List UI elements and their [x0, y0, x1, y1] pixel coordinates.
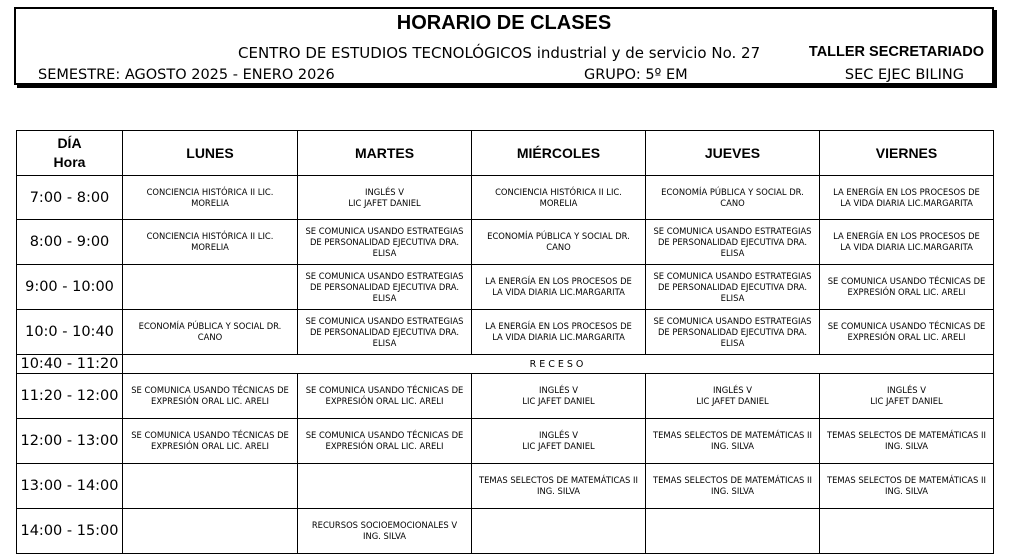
day-header-jueves: JUEVES: [646, 131, 820, 176]
class-cell-line: SE COMUNICA USANDO TÉCNICAS DE: [305, 385, 464, 395]
class-cell-line: CONCIENCIA HISTÓRICA II LIC.: [146, 186, 274, 197]
class-cell-line: INGLÉS V: [713, 385, 752, 395]
class-cell: [646, 419, 820, 464]
taller-label: TALLER SECRETARIADO: [808, 44, 984, 60]
class-cell: [298, 464, 472, 509]
class-cell-line: LIC JAFET DANIEL: [696, 396, 769, 406]
class-cell-line: LIC JAFET DANIEL: [870, 396, 943, 406]
class-cell-line: MORELIA: [191, 197, 229, 208]
class-cell: [123, 464, 298, 509]
class-cell: [123, 509, 298, 554]
class-cell-line: SE COMUNICA USANDO TÉCNICAS DE: [131, 430, 289, 440]
class-cell-line: MORELIA: [539, 197, 578, 208]
class-cell-line: ING. SILVA: [710, 486, 754, 496]
section-label: SEC EJEC BILING: [844, 67, 964, 83]
class-cell: [646, 464, 820, 509]
class-cell: [472, 176, 646, 220]
class-cell: [472, 265, 646, 310]
class-cell-line: LIC JAFET DANIEL: [522, 441, 595, 451]
table-row: [17, 176, 994, 220]
table-row: [17, 374, 994, 419]
class-cell: [298, 220, 472, 265]
class-cell-line: CANO: [197, 332, 223, 342]
class-cell: [123, 310, 298, 355]
class-cell: [820, 220, 994, 265]
class-cell-line: ECONOMÍA PÚBLICA Y SOCIAL DR.: [487, 231, 630, 241]
time-slot: 12:00 - 13:00: [17, 419, 123, 464]
class-cell: [472, 509, 646, 554]
class-cell-line: SE COMUNICA USANDO ESTRATEGIAS: [653, 225, 812, 236]
class-cell-line: LA ENERGÍA EN LOS PROCESOS DE: [833, 186, 980, 197]
time-slot: 14:00 - 15:00: [17, 509, 123, 554]
class-cell-line: SE COMUNICA USANDO ESTRATEGIAS: [305, 270, 464, 281]
class-cell-line: INGLÉS V: [365, 186, 404, 197]
schedule-table: [16, 130, 994, 554]
class-cell-line: CONCIENCIA HISTÓRICA II LIC.: [495, 186, 622, 197]
class-cell: [820, 374, 994, 419]
group-label: GRUPO: 5º EM: [584, 67, 688, 83]
class-cell-line: ELISA: [720, 247, 745, 258]
time-slot: 7:00 - 8:00: [17, 176, 123, 220]
class-cell-line: ING. SILVA: [710, 441, 754, 451]
class-cell: [472, 464, 646, 509]
class-cell-line: SE COMUNICA USANDO TÉCNICAS DE: [305, 430, 464, 440]
class-cell: [298, 509, 472, 554]
class-cell-line: EXPRESIÓN ORAL LIC. ARELI: [847, 287, 966, 297]
class-cell: [298, 419, 472, 464]
class-cell-line: CANO: [546, 242, 571, 252]
class-cell: [820, 310, 994, 355]
class-cell-line: DE PERSONALIDAD EJECUTIVA DRA.: [657, 326, 808, 337]
class-cell-line: EXPRESIÓN ORAL LIC. ARELI: [325, 441, 444, 451]
class-cell-line: ECONOMÍA PÚBLICA Y SOCIAL DR.: [138, 321, 282, 331]
class-cell-line: ING. SILVA: [362, 531, 406, 541]
table-row: [17, 464, 994, 509]
class-cell-line: EXPRESIÓN ORAL LIC. ARELI: [325, 396, 444, 406]
class-cell: [298, 265, 472, 310]
table-row: [17, 419, 994, 464]
class-cell: [298, 176, 472, 220]
class-cell-line: LA VIDA DIARIA LIC.MARGARITA: [492, 287, 625, 297]
class-cell-line: DE PERSONALIDAD EJECUTIVA DRA.: [309, 326, 460, 337]
class-cell-line: MORELIA: [191, 242, 229, 252]
class-cell: [646, 374, 820, 419]
class-cell-line: TEMAS SELECTOS DE MATEMÁTICAS II: [479, 475, 638, 485]
class-cell-line: SE COMUNICA USANDO ESTRATEGIAS: [653, 270, 812, 281]
class-cell: [298, 374, 472, 419]
class-cell-line: LA ENERGÍA EN LOS PROCESOS DE: [485, 276, 632, 286]
class-cell: [123, 419, 298, 464]
class-cell-line: CANO: [720, 197, 745, 208]
class-cell-line: ING. SILVA: [884, 486, 928, 496]
class-cell: [820, 464, 994, 509]
time-slot: 8:00 - 9:00: [17, 220, 123, 265]
class-cell-line: ING. SILVA: [536, 486, 580, 496]
class-cell-line: EXPRESIÓN ORAL LIC. ARELI: [847, 332, 966, 342]
class-cell-line: LA ENERGÍA EN LOS PROCESOS DE: [833, 231, 980, 241]
class-cell-line: DE PERSONALIDAD EJECUTIVA DRA.: [657, 281, 808, 292]
class-cell-line: DE PERSONALIDAD EJECUTIVA DRA.: [309, 236, 460, 247]
class-cell: [646, 310, 820, 355]
class-cell-line: ELISA: [720, 337, 745, 348]
day-header-miercoles: MIÉRCOLES: [472, 131, 646, 176]
class-cell-line: RECURSOS SOCIOEMOCIONALES V: [311, 520, 458, 530]
page-title: HORARIO DE CLASES: [396, 12, 612, 34]
class-cell-line: ELISA: [372, 247, 397, 258]
class-cell: [472, 220, 646, 265]
class-cell-line: DE PERSONALIDAD EJECUTIVA DRA.: [657, 236, 808, 247]
class-cell: [123, 220, 298, 265]
table-row: [17, 265, 994, 310]
schedule-body: [17, 176, 994, 554]
class-cell-line: CONCIENCIA HISTÓRICA II LIC.: [146, 231, 274, 241]
class-cell-line: LIC JAFET DANIEL: [522, 396, 595, 406]
class-cell-line: TEMAS SELECTOS DE MATEMÁTICAS II: [827, 475, 986, 485]
class-cell-line: SE COMUNICA USANDO TÉCNICAS DE: [827, 321, 986, 331]
class-cell-line: LA VIDA DIARIA LIC.MARGARITA: [840, 242, 973, 252]
class-cell-line: SE COMUNICA USANDO ESTRATEGIAS: [305, 315, 464, 326]
recess-time: 10:40 - 11:20: [17, 355, 123, 374]
class-cell: [820, 509, 994, 554]
day-header-martes: MARTES: [298, 131, 472, 176]
class-cell: [472, 310, 646, 355]
class-cell: [820, 419, 994, 464]
table-row: [17, 220, 994, 265]
class-cell-line: SE COMUNICA USANDO TÉCNICAS DE: [827, 276, 986, 286]
class-cell: [646, 265, 820, 310]
class-cell: [298, 310, 472, 355]
class-cell-line: ELISA: [372, 292, 397, 303]
class-cell: [472, 419, 646, 464]
class-cell: [646, 220, 820, 265]
class-cell-line: SE COMUNICA USANDO ESTRATEGIAS: [653, 315, 812, 326]
class-cell-line: ECONOMÍA PÚBLICA Y SOCIAL DR.: [661, 186, 804, 197]
schedule-header: [14, 7, 994, 85]
semester-label: SEMESTRE: AGOSTO 2025 - ENERO 2026: [38, 67, 335, 83]
class-cell-line: ING. SILVA: [884, 441, 928, 451]
table-row: [17, 310, 994, 355]
time-slot: 10:0 - 10:40: [17, 310, 123, 355]
table-header-row: [17, 131, 994, 176]
class-cell-line: LA ENERGÍA EN LOS PROCESOS DE: [485, 321, 632, 331]
class-cell-line: ELISA: [720, 292, 745, 303]
class-cell-line: SE COMUNICA USANDO ESTRATEGIAS: [305, 225, 464, 236]
class-cell: [123, 176, 298, 220]
class-cell-line: TEMAS SELECTOS DE MATEMÁTICAS II: [653, 475, 812, 485]
class-cell-line: EXPRESIÓN ORAL LIC. ARELI: [151, 441, 269, 451]
day-hour-header: [17, 131, 123, 176]
class-cell: [472, 374, 646, 419]
time-slot: 11:20 - 12:00: [17, 374, 123, 419]
institution-name: CENTRO DE ESTUDIOS TECNOLÓGICOS industrial y de servicio No. 27: [238, 44, 761, 62]
recess-label: RECESO: [123, 355, 994, 374]
class-cell: [646, 509, 820, 554]
time-slot: 13:00 - 14:00: [17, 464, 123, 509]
dia-label: DÍA: [57, 135, 82, 151]
time-slot: 9:00 - 10:00: [17, 265, 123, 310]
class-cell: [820, 176, 994, 220]
hora-label: Hora: [53, 154, 86, 170]
class-cell-line: INGLÉS V: [539, 430, 578, 440]
class-cell: [820, 265, 994, 310]
class-cell-line: ELISA: [372, 337, 397, 348]
class-cell-line: LA VIDA DIARIA LIC.MARGARITA: [840, 197, 973, 208]
day-header-viernes: VIERNES: [820, 131, 994, 176]
day-header-lunes: LUNES: [123, 131, 298, 176]
class-cell-line: LIC JAFET DANIEL: [348, 197, 421, 208]
table-row: [17, 509, 994, 554]
class-cell-line: TEMAS SELECTOS DE MATEMÁTICAS II: [653, 430, 812, 440]
class-cell-line: LA VIDA DIARIA LIC.MARGARITA: [492, 332, 625, 342]
class-cell: [123, 374, 298, 419]
class-cell: [646, 176, 820, 220]
recess-row: [17, 355, 994, 374]
class-cell-line: INGLÉS V: [539, 385, 578, 395]
class-cell-line: INGLÉS V: [887, 385, 926, 395]
class-cell-line: DE PERSONALIDAD EJECUTIVA DRA.: [309, 281, 460, 292]
class-cell-line: SE COMUNICA USANDO TÉCNICAS DE: [131, 385, 289, 395]
class-cell-line: EXPRESIÓN ORAL LIC. ARELI: [151, 396, 269, 406]
class-cell: [123, 265, 298, 310]
class-cell-line: TEMAS SELECTOS DE MATEMÁTICAS II: [827, 430, 986, 440]
